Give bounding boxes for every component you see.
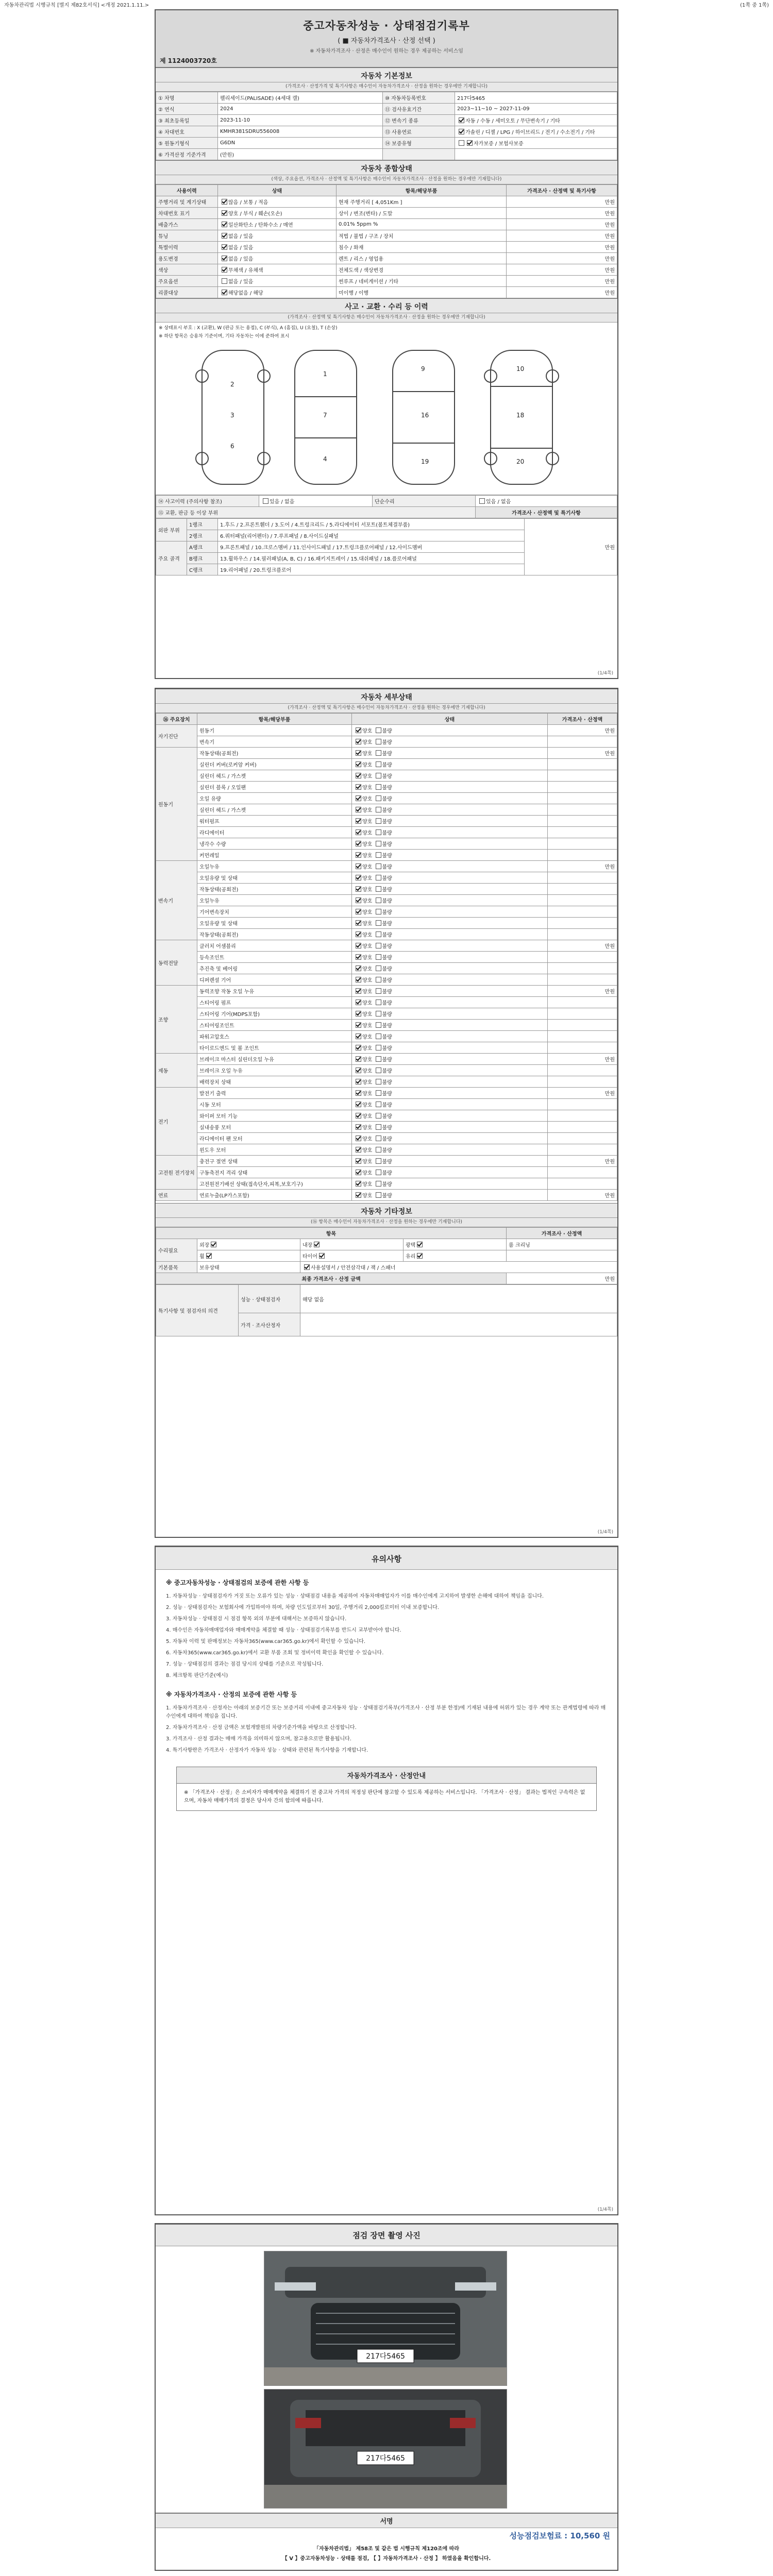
svg-text:4: 4 xyxy=(323,455,327,463)
checkbox-icon xyxy=(376,988,381,994)
pricing-notice-title: 자동차가격조사 · 산정안내 xyxy=(177,1767,596,1784)
page-number: (1/4쪽) xyxy=(597,1530,613,1535)
svg-text:20: 20 xyxy=(516,458,525,465)
checkbox-icon xyxy=(356,999,361,1005)
table-row: 연료 연료누출(LP가스포함) 양호 불량 만원 xyxy=(156,1190,617,1201)
svg-text:9: 9 xyxy=(421,365,425,372)
table-row: 와이퍼 모터 기능 양호 불량 xyxy=(156,1110,617,1122)
warranty-options: 자가보증 / 보험사보증 xyxy=(455,138,617,149)
rear-license-plate-text: 217다5465 xyxy=(366,2454,405,2463)
checkbox-icon xyxy=(376,1045,381,1050)
table-row: 추진축 및 베어링 양호 불량 xyxy=(156,963,617,974)
checkbox-icon xyxy=(222,199,227,205)
basic-info-note: (가격조사 · 산정가격 및 특기사항은 매수인이 자동차가격조사 · 산정을 원하는 경우에만 기재합니다) xyxy=(156,82,617,92)
svg-text:6: 6 xyxy=(230,443,234,450)
table-row: 특기사항 및 점검자의 의견 성능 · 상태점검자 해당 없음 xyxy=(156,1285,617,1313)
general-state-note: (색상, 주요옵션, 가격조사 · 산정액 및 특기사항은 매수인이 자동차가격조사 · 산정을 원하는 경우에만 기재합니다) xyxy=(156,175,617,184)
accident-table xyxy=(156,495,617,518)
checkbox-icon xyxy=(376,897,381,903)
general-state-title: 자동차 종합상태 xyxy=(156,160,617,175)
table-row: 라디에이터 양호 불량 xyxy=(156,827,617,838)
doc-title: 중고자동차성능 · 상태점검기록부 xyxy=(303,20,470,32)
checkbox-icon xyxy=(376,1090,381,1096)
table-row: 브레이크 오일 누유 양호 불량 xyxy=(156,1065,617,1076)
checkbox-icon xyxy=(222,222,227,227)
table-row: B랭크 13.휠하우스 / 14.필러패널(A, B, C) / 16.패키지트레이 / 15.대쉬패널 / 18.플로어패널 xyxy=(156,553,617,564)
doc-subtitle: ( ■ 자동차가격조사 · 산정 선택 ) xyxy=(338,37,435,45)
table-row: 실린더 헤드 / 가스켓 양호 불량 xyxy=(156,770,617,782)
svg-text:19: 19 xyxy=(421,458,429,465)
checkbox-icon xyxy=(376,1079,381,1084)
checkbox-icon xyxy=(376,1056,381,1062)
table-row: 주요옵션 없음 / 있음 썬루프 / 네비게이션 / 기타 만원 xyxy=(156,276,617,287)
table-row: 변속기 오일누유 양호 불량 만원 xyxy=(156,861,617,872)
checkbox-icon xyxy=(356,965,361,971)
table-row: 스티어링 펌프 양호 불량 xyxy=(156,997,617,1008)
checkbox-icon xyxy=(376,1101,381,1107)
checkbox-icon xyxy=(376,1158,381,1164)
insurance-fee: 성능점검보험료 : 10,560 원 xyxy=(509,2531,610,2540)
table-row: 오일 유량 양호 불량 xyxy=(156,793,617,804)
checkbox-icon xyxy=(376,943,381,948)
checkbox-icon xyxy=(222,267,227,273)
table-row: 냉각수 수량 양호 불량 xyxy=(156,838,617,850)
table-row: 파워고압호스 양호 불량 xyxy=(156,1031,617,1042)
checkbox-icon xyxy=(467,140,473,146)
checkbox-icon xyxy=(356,897,361,903)
basic-info-title: 자동차 기본정보 xyxy=(156,67,617,82)
rear-photo-image xyxy=(264,2389,507,2508)
checkbox-icon xyxy=(376,795,381,801)
checkbox-icon xyxy=(222,244,227,250)
checkbox-icon xyxy=(222,233,227,239)
page-number: (1/4쪽) xyxy=(597,671,613,676)
list-item: 7. 성능 · 상태점검의 결과는 점검 당시의 상태를 기준으로 작성됩니다. xyxy=(166,1662,324,1667)
checkbox-icon xyxy=(356,954,361,960)
table-row: 윈도우 모터 양호 불량 xyxy=(156,1144,617,1156)
transmission-options: 자동 / 수동 / 세미오토 / 무단변속기 / 기타 xyxy=(455,115,617,126)
list-item: 1. 자동차가격조사 · 산정자는 아래의 보증기간 또는 보증거리 이내에 중고자동차 성능 · 상태점검기록부(가격조사 · 산정 부분 한정)에 기재된 내용에 허위가 있는 경우 계약 또는 관계법령에 따라 매수인에게 대하여 책임을 집니다. xyxy=(166,1705,606,1719)
checkbox-icon xyxy=(356,739,361,744)
checkbox-icon xyxy=(222,256,227,261)
checkbox-icon xyxy=(376,977,381,982)
checkbox-icon xyxy=(356,852,361,858)
table-row: 워터펌프 양호 불량 xyxy=(156,816,617,827)
table-row: 수리필요 외장 내장 광택 룸 크리닝 xyxy=(156,1239,617,1250)
table-row: 주요 골격 A랭크 9.프론트패널 / 10.크로스멤버 / 11.인사이드패널 / 17.트렁크플로어패널 / 12.사이드멤버 xyxy=(156,541,617,553)
page-3 xyxy=(155,1546,618,2215)
checkbox-icon xyxy=(356,807,361,812)
checkbox-icon xyxy=(356,1011,361,1016)
table-row: 조향 동력조향 작동 오일 누유 양호 불량 만원 xyxy=(156,986,617,997)
table-row: 외판 부위 1랭크 1.후드 / 2.프론트휀더 / 3.도어 / 4.트렁크리드 / 5.라디에이터 서포트(볼트체결부품) 만원 xyxy=(156,519,617,530)
detail-table: ⑯ 주요장치 항목/해당부품 상태 가격조사 · 산정액 자기진단 원동기 양호 불량 만원 변속기 양호 불량 원동기 작동상태(공회전) 양호 불량 만원 실린더 커버(로커암 커버) 양호 불량 실린더 헤드 / 가스켓 양호 불량 실린더 블록 / 오일팬 양호 불량 오일 유량 양호 불량 실린더 헤드 / 가스켓 양호 불량 워터펌프 양호 불량 라디에이터 양호 불량 냉각수 수량 양호 불량 커먼레일 양호 불량 변속기 오일누유 양호 불량 만원 오일유량 및 상태 양호 불량 작동상태(공회전) 양호 불량 오일누유 양호 불량 기어변속장치 양호 불량 오일유량 및 상태 양호 불량 작동상태(공회전) 양호 불량 동력전달 클러치 어셈블리 양호 불량 만원 등속조인트 양호 불량 추진축 및 베어링 양호 불량 디퍼렌셜 기어 양호 불량 조향 동력조향 작동 오일 누유 양호 불량 만원 스티어링 펌프 양호 불량 스티어링 기어(MDPS포함) 양호 불량 스티어링조인트 양호 불량 파워고압호스 양호 불량 타이로드엔드 및 볼 조인트 양호 불량 제동 브레이크 마스터 실린더오일 누유 양호 불량 만원 브레이크 오일 누유 양호 불량 배력장치 상태 양호 불량 전기 발전기 출력 양호 불량 만원 시동 모터 양호 불량 와이퍼 모터 기능 양호 불량 실내송풍 모터 양호 불량 라디에이터 팬 모터 양호 불량 윈도우 모터 양호 불량 고전원 전기장치 충전구 절연 상태 양호 불량 만원 구동축전지 격리 상태 양호 불량 고전원전기배선 상태(접속단자,피복,보호기구) 양호 불량 연료 연료누출(LP가스포함) 양호 불량 만원 xyxy=(156,713,617,1201)
table-row: 튜닝 없음 / 있음 적법 / 불법 / 구조 / 장치 만원 xyxy=(156,230,617,242)
list-item: 1. 자동차성능 · 상태점검자가 거짓 또는 오류가 있는 성능 · 상태점검 내용을 제공하여 자동차매매업자가 이를 매수인에게 고지하여 발생한 손해에 대하여 책임을 집니다. xyxy=(166,1594,544,1599)
table-row: ⑮ 교환, 판금 등 이상 부위 가격조사 · 산정액 및 특기사항 xyxy=(156,507,617,518)
checkbox-icon xyxy=(356,1158,361,1164)
checkbox-icon xyxy=(356,1136,361,1141)
checkbox-icon xyxy=(356,1181,361,1187)
checkbox-icon xyxy=(356,1192,361,1198)
checkbox-icon xyxy=(356,988,361,994)
checkbox-icon xyxy=(376,1011,381,1016)
table-row: ③ 최초등록일 2023-11-10 ⑫ 변속기 종류 자동 / 수동 / 세미오토 / 무단변속기 / 기타 xyxy=(156,115,617,126)
table-row: 스티어링 기어(MDPS포함) 양호 불량 xyxy=(156,1008,617,1020)
checkbox-icon xyxy=(356,875,361,880)
list-item: 5. 자동차 이력 및 판매정보는 자동차365(www.car365.go.kr)에서 확인할 수 있습니다. xyxy=(166,1639,366,1645)
checkbox-icon xyxy=(356,920,361,926)
checkbox-icon xyxy=(376,852,381,858)
other-info-title: 자동차 기타정보 xyxy=(156,1203,617,1218)
table-row: 라디에이터 팬 모터 양호 불량 xyxy=(156,1133,617,1144)
checkbox-icon xyxy=(376,863,381,869)
table-row: 리콜대상 해당없음 / 해당 미이행 / 이행 만원 xyxy=(156,287,617,298)
doc-note: ※ 자동차가격조사 · 산정은 매수인이 원하는 경우 제공하는 서비스임 xyxy=(310,48,463,54)
checkbox-icon xyxy=(263,498,268,504)
checkbox-icon xyxy=(222,290,227,295)
checkbox-icon xyxy=(376,1181,381,1187)
table-row: 휠 타이어 유리 xyxy=(156,1250,617,1262)
checkbox-icon xyxy=(356,1033,361,1039)
table-row: 타이로드엔드 및 볼 조인트 양호 불량 xyxy=(156,1042,617,1054)
table-row: 제동 브레이크 마스터 실린더오일 누유 양호 불량 만원 xyxy=(156,1054,617,1065)
table-row: 배력장치 상태 양호 불량 xyxy=(156,1076,617,1088)
detail-title: 자동차 세부상태 xyxy=(156,689,617,704)
accident-note: (가격조사 · 산정액 및 특기사항은 매수인이 자동차가격조사 · 산정을 원하는 경우에만 기재합니다) xyxy=(156,313,617,323)
checkbox-icon xyxy=(356,1101,361,1107)
checkbox-icon xyxy=(356,795,361,801)
checkbox-icon xyxy=(376,739,381,744)
notice-list-2 xyxy=(156,1703,617,1756)
table-row: 오일유량 및 상태 양호 불량 xyxy=(156,872,617,884)
header-strip xyxy=(0,0,773,7)
checkbox-icon xyxy=(356,863,361,869)
table-row: 특별이력 없음 / 있음 침수 / 화재 만원 xyxy=(156,242,617,253)
checkbox-icon xyxy=(376,829,381,835)
checkbox-icon xyxy=(417,1253,423,1259)
other-info-table: 항목 가격조사 · 산정액 수리필요 외장 내장 광택 룸 크리닝 휠 타이어 유리 기본품목 보유상태 사용설명서 / 안전삼각대 / 잭 / 스패너 최종 가격조사 · 산정 금액 만원 xyxy=(156,1227,617,1284)
checkbox-icon xyxy=(376,1113,381,1118)
checkbox-icon xyxy=(356,1056,361,1062)
list-item: 4. 매수인은 자동차매매업자와 매매계약을 체결할 때 성능 · 상태점검기록부를 반드시 교부받아야 합니다. xyxy=(166,1628,401,1633)
table-row: ④ 차대번호 KMHR381SDRU556008 ⑬ 사용연료 가솔린 / 디젤 / LPG / 하이브리드 / 전기 / 수소전기 / 기타 xyxy=(156,126,617,138)
accident-legend-2: ※ 하단 항목은 승용차 기준이며, 기타 자동차는 이에 준하여 표시 xyxy=(159,334,290,339)
detail-note: (가격조사 · 산정액 및 특기사항은 매수인이 자동차가격조사 · 산정을 원하는 경우에만 기재합니다) xyxy=(156,704,617,713)
checkbox-icon xyxy=(222,278,227,284)
page-count: (1쪽 중 1쪽) xyxy=(740,3,769,8)
table-row: 가격 · 조사산정자 xyxy=(156,1313,617,1336)
checkbox-icon xyxy=(356,1090,361,1096)
checkbox-icon xyxy=(376,841,381,846)
table-row: 고전원전기배선 상태(접속단자,피복,보호기구) 양호 불량 xyxy=(156,1178,617,1190)
checkbox-icon xyxy=(356,931,361,937)
certify-line-1: 「자동차관리법」 제58조 및 같은 법 시행규칙 제120조에 따라 xyxy=(313,2546,460,2552)
list-item: 2. 자동차가격조사 · 산정 금액은 보험개발원의 차량기준가액을 바탕으로 산정합니다. xyxy=(166,1725,357,1731)
notice-list xyxy=(156,1591,617,1682)
checkbox-icon xyxy=(319,1253,325,1259)
license-plate-text: 217다5465 xyxy=(366,2352,405,2361)
checkbox-icon xyxy=(356,1022,361,1028)
table-row: ⑤ 원동기형식 G6DN ⑭ 보증유형 자가보증 / 보험사보증 xyxy=(156,138,617,149)
table-row: 실린더 블록 / 오일팬 양호 불량 xyxy=(156,782,617,793)
table-row: 실린더 커버(로커암 커버) 양호 불량 xyxy=(156,759,617,770)
list-item: 2. 성능 · 상태점검자는 보험회사에 가입하여야 하며, 차량 인도일로부터 30일, 주행거리 2,000킬로미터 이내 보증합니다. xyxy=(166,1605,439,1611)
table-row: 디퍼렌셜 기어 양호 불량 xyxy=(156,974,617,986)
svg-text:7: 7 xyxy=(323,412,327,419)
car-diagram-svg xyxy=(156,340,618,495)
checkbox-icon xyxy=(376,807,381,812)
checkbox-icon xyxy=(376,727,381,733)
table-row: ① 차명 펠리세이드(PALISADE) (4세대 캘) ⑩ 자동차등록번호 217다5465 xyxy=(156,92,617,104)
checkbox-icon xyxy=(459,117,464,123)
checkbox-icon xyxy=(376,1147,381,1153)
front-photo xyxy=(264,2251,507,2386)
table-row: 작동상태(공회전) 양호 불량 xyxy=(156,884,617,895)
checkbox-icon xyxy=(304,1264,310,1270)
checkbox-icon xyxy=(376,909,381,914)
accident-rank-table xyxy=(156,518,617,575)
table-row: C랭크 19.리어패널 / 20.트렁크플로어 xyxy=(156,564,617,575)
certify-line-2: 【 V 】중고자동차성능 · 상태를 점검, 【 】자동차가격조사 · 산정 】 하였음을 확인합니다. xyxy=(282,2556,491,2562)
table-row: 색상 무채색 / 유채색 전체도색 / 색상변경 만원 xyxy=(156,264,617,276)
notice-heading-1: ※ 중고자동차성능 · 상태점검의 보증에 관한 사항 등 xyxy=(166,1579,309,1586)
pricing-notice-text: ※ 「가격조사 · 산정」은 소비자가 매매계약을 체결하기 전 중고차 가격의 적정성 판단에 참고할 수 있도록 제공하는 서비스입니다. 「가격조사 · 산정」 결과는 법적인 구속력은 없으며, 자동차 매매가격의 결정은 당사자 간의 합의에 따릅니다. xyxy=(184,1790,585,1804)
table-row: 2랭크 6.쿼터패널(리어펜더) / 7.루프패널 / 8.사이드실패널 xyxy=(156,530,617,541)
photos-title: 점검 장면 촬영 사진 xyxy=(156,2224,617,2246)
table-row: 배출가스 일산화탄소 / 탄화수소 / 매연 0.01% 5ppm % 만원 xyxy=(156,219,617,230)
notice-title: 유의사항 xyxy=(156,1547,617,1570)
checkbox-icon xyxy=(376,1170,381,1175)
table-row: 실내송풍 모터 양호 불량 xyxy=(156,1122,617,1133)
other-info-note: (⑯ 항목은 매수인이 자동차가격조사 · 산정을 원하는 경우에만 기재합니다) xyxy=(156,1218,617,1227)
svg-text:18: 18 xyxy=(516,412,525,419)
general-state-table: 사용이력 상태 항목/해당부품 가격조사 · 산정액 및 특기사항 주행거리 및 계기상태 많음 / 보통 / 적음 현재 주행거리 [ 4,051Km ] 만원 차대번호 표기 양호 / 부식 / 훼손(오손) 상이 / 변조(변타) / 도말 만원 배출가스 일산화탄소 / 탄화수소 / 매연 0.01% 5ppm % 만원 튜닝 없음 / 있음 적법 / 불법 / 구조 / 장치 만원 특별이력 없음 / 있음 침수 / 화재 만원 용도변경 없음 / 있음 렌트 / 리스 / 영업용 만원 색상 무채색 / 유채색 전체도색 / 색상변경 만원 주요옵션 없음 / 있음 썬루프 / 네비게이션 / 기타 만원 리콜대상 해당없음 / 해당 미이행 / 이행 만원 xyxy=(156,184,617,298)
basic-info-table xyxy=(156,92,617,160)
table-row: 등속조인트 양호 불량 xyxy=(156,952,617,963)
checkbox-icon xyxy=(376,1022,381,1028)
checkbox-icon xyxy=(417,1242,423,1247)
table-row: 고전원 전기장치 충전구 절연 상태 양호 불량 만원 xyxy=(156,1156,617,1167)
accident-legend: ※ 상태표시 부호 : X (교환), W (판금 또는 용접), C (부식), A (흠집), U (요철), T (손상) xyxy=(159,326,338,331)
checkbox-icon xyxy=(459,140,464,146)
table-row: 원동기 작동상태(공회전) 양호 불량 만원 xyxy=(156,748,617,759)
table-row: 스티어링조인트 양호 불량 xyxy=(156,1020,617,1031)
page-2 xyxy=(155,688,618,1538)
list-item: 4. 특기사항란은 가격조사 · 산정자가 자동차 성능 · 상태와 관련된 특기사항을 기재합니다. xyxy=(166,1748,368,1753)
checkbox-icon xyxy=(376,954,381,960)
checkbox-icon xyxy=(356,1147,361,1153)
list-item: 8. 체크항목 판단기준(예시) xyxy=(166,1673,228,1679)
checkbox-icon xyxy=(222,210,227,216)
checkbox-icon xyxy=(376,773,381,778)
list-item: 3. 자동차성능 · 상태점검 시 점검 항목 외의 부분에 대해서는 보증하지 않습니다. xyxy=(166,1616,347,1622)
checkbox-icon xyxy=(356,1124,361,1130)
checkbox-icon xyxy=(376,761,381,767)
front-photo-image xyxy=(264,2251,507,2385)
table-row: 최종 가격조사 · 산정 금액 만원 xyxy=(156,1273,617,1284)
table-row: 기어변속장치 양호 불량 xyxy=(156,906,617,918)
table-row: ⑭ 사고이력 (주의사항 참조) 있음 / 없음 단순수리 있음 / 없음 xyxy=(156,496,617,507)
checkbox-icon xyxy=(376,1067,381,1073)
list-item: 3. 가격조사 · 산정 결과는 매매 가격을 의미하지 않으며, 참고용으로만 활용됩니다. xyxy=(166,1736,351,1742)
checkbox-icon xyxy=(356,784,361,790)
checkbox-icon xyxy=(356,841,361,846)
checkbox-icon xyxy=(356,1079,361,1084)
table-row: 자기진단 원동기 양호 불량 만원 xyxy=(156,725,617,736)
checkbox-icon xyxy=(356,727,361,733)
svg-text:2: 2 xyxy=(230,381,234,388)
page-4 xyxy=(155,2223,618,2571)
checkbox-icon xyxy=(356,750,361,756)
checkbox-icon xyxy=(376,1192,381,1198)
accident-title: 사고 · 교환 · 수리 등 이력 xyxy=(156,298,617,313)
table-row: ② 연식 2024 ⑪ 검사유효기간 2023~11~10 ~ 2027-11-09 xyxy=(156,104,617,115)
page-number: (1/4쪽) xyxy=(597,2207,613,2212)
svg-text:16: 16 xyxy=(421,412,429,419)
checkbox-icon xyxy=(356,977,361,982)
checkbox-icon xyxy=(479,498,485,504)
doc-number: 제 1124003720호 xyxy=(160,57,217,64)
checkbox-icon xyxy=(459,129,464,134)
checkbox-icon xyxy=(376,1033,381,1039)
table-row: 오일누유 양호 불량 xyxy=(156,895,617,906)
checkbox-icon xyxy=(356,829,361,835)
checkbox-icon xyxy=(376,1136,381,1141)
checkbox-icon xyxy=(376,784,381,790)
checkbox-icon xyxy=(376,818,381,824)
checkbox-icon xyxy=(376,750,381,756)
table-row: 시동 모터 양호 불량 xyxy=(156,1099,617,1110)
checkbox-icon xyxy=(356,1067,361,1073)
svg-text:1: 1 xyxy=(323,370,327,378)
checkbox-icon xyxy=(211,1242,216,1247)
rear-photo xyxy=(264,2389,507,2509)
checkbox-icon xyxy=(376,1124,381,1130)
table-row: 기본품목 보유상태 사용설명서 / 안전삼각대 / 잭 / 스패너 xyxy=(156,1262,617,1273)
checkbox-icon xyxy=(376,920,381,926)
table-row: 실린더 헤드 / 가스켓 양호 불량 xyxy=(156,804,617,816)
car-diagram xyxy=(156,340,617,495)
checkbox-icon xyxy=(376,931,381,937)
checkbox-icon xyxy=(356,773,361,778)
pricing-notice-box xyxy=(176,1767,597,1811)
checkbox-icon xyxy=(376,886,381,892)
table-row: 동력전달 클러치 어셈블리 양호 불량 만원 xyxy=(156,940,617,952)
checkbox-icon xyxy=(356,1045,361,1050)
special-notes-table xyxy=(156,1284,617,1336)
form-reference: 자동차관리법 시행규칙 [별지 제82호서식] <개정 2021.1.11.> xyxy=(4,3,149,8)
table-row: 커먼레일 양호 불량 xyxy=(156,850,617,861)
checkbox-icon xyxy=(376,965,381,971)
table-row: 구동축전지 격리 상태 양호 불량 xyxy=(156,1167,617,1178)
list-item: 6. 자동차365(www.car365.go.kr)에서 교환 부품 조회 및 정비이력 확인을 확인할 수 있습니다. xyxy=(166,1650,384,1656)
svg-text:10: 10 xyxy=(516,365,525,372)
checkbox-icon xyxy=(356,761,361,767)
checkbox-icon xyxy=(356,909,361,914)
table-row: 오일유량 및 상태 양호 불량 xyxy=(156,918,617,929)
table-row: 용도변경 없음 / 있음 렌트 / 리스 / 영업용 만원 xyxy=(156,253,617,264)
checkbox-icon xyxy=(356,1113,361,1118)
checkbox-icon xyxy=(376,999,381,1005)
checkbox-icon xyxy=(356,1170,361,1175)
notice-heading-2: ※ 자동차가격조사 · 산정의 보증에 관한 사항 등 xyxy=(166,1691,297,1698)
table-row: 주행거리 및 계기상태 많음 / 보통 / 적음 현재 주행거리 [ 4,051Km ] 만원 xyxy=(156,196,617,208)
table-row: 차대번호 표기 양호 / 부식 / 훼손(오손) 상이 / 변조(변타) / 도말 만원 xyxy=(156,208,617,219)
fuel-options: 가솔린 / 디젤 / LPG / 하이브리드 / 전기 / 수소전기 / 기타 xyxy=(455,126,617,138)
doc-header xyxy=(156,10,617,67)
table-row: ⑥ 가격산정 기준가격 (만원) xyxy=(156,149,617,160)
table-row: 전기 발전기 출력 양호 불량 만원 xyxy=(156,1088,617,1099)
checkbox-icon xyxy=(356,886,361,892)
checkbox-icon xyxy=(206,1253,212,1259)
checkbox-icon xyxy=(356,943,361,948)
checkbox-icon xyxy=(356,818,361,824)
svg-text:3: 3 xyxy=(230,412,234,419)
checkbox-icon xyxy=(314,1242,320,1247)
table-row: 변속기 양호 불량 xyxy=(156,736,617,748)
checkbox-icon xyxy=(376,875,381,880)
page-1 xyxy=(155,9,618,679)
signature-block xyxy=(156,2513,617,2563)
table-row: 작동상태(공회전) 양호 불량 xyxy=(156,929,617,940)
signature-title: 서명 xyxy=(156,2513,617,2528)
